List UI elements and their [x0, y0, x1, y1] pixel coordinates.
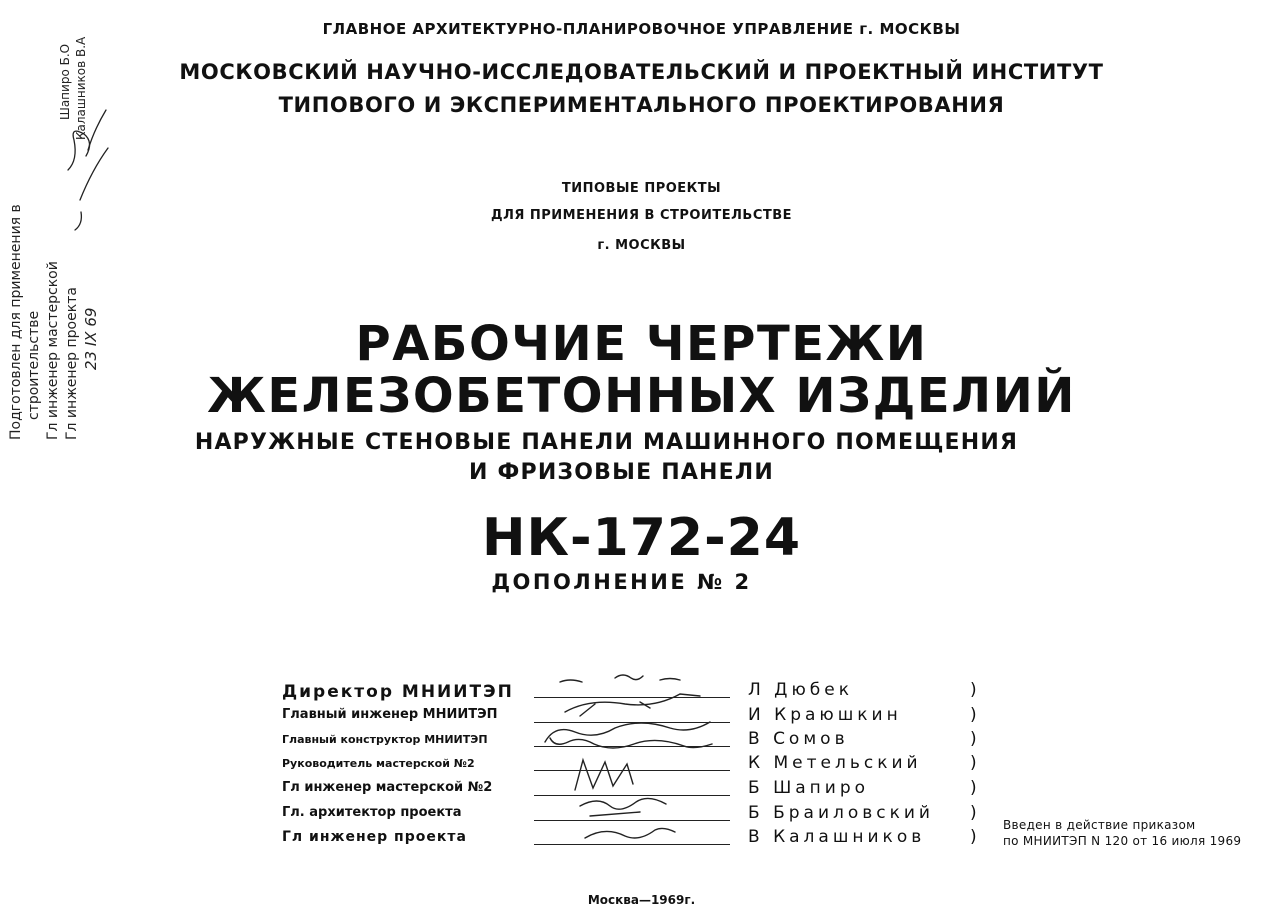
signature-name: И Краюшкин: [748, 705, 902, 725]
signature-name: Б Шапиро: [748, 778, 870, 798]
enactment-note-line-2: по МНИИТЭП N 120 от 16 июля 1969: [1003, 834, 1242, 848]
title-line-1: РАБОЧИЕ ЧЕРТЕЖИ: [355, 316, 928, 372]
signature-role: Гл инженер проекта: [282, 829, 467, 845]
signature-role: Директор МНИИТЭП: [282, 682, 514, 702]
series-line-1: ТИПОВЫЕ ПРОЕКТЫ: [561, 181, 722, 196]
handwritten-signatures: [520, 672, 750, 852]
signature-name: Б Браиловский: [748, 803, 934, 823]
closing-paren: ): [970, 803, 977, 823]
signature-role: Руководитель мастерской №2: [282, 757, 475, 770]
series-line-2: ДЛЯ ПРИМЕНЕНИЯ В СТРОИТЕЛЬСТВЕ: [490, 208, 793, 223]
enactment-note-line-1: Введен в действие приказом: [1003, 818, 1196, 832]
margin-note-col1: Подготовлен для применения в: [8, 204, 24, 440]
institute-line-2: ТИПОВОГО И ЭКСПЕРИМЕНТАЛЬНОГО ПРОЕКТИРОВАНИЯ: [278, 93, 1005, 117]
city-year-footer: Москва—1969г.: [587, 893, 696, 907]
closing-paren: ): [970, 705, 977, 725]
series-line-3: г. МОСКВЫ: [597, 238, 686, 253]
signature-role: Главный инженер МНИИТЭП: [282, 707, 498, 722]
closing-paren: ): [970, 778, 977, 798]
margin-note-col3: Гл инженер мастерской: [45, 261, 61, 440]
document-code: НК-172-24: [481, 508, 802, 568]
closing-paren: ): [970, 729, 977, 749]
subtitle-line-2: И ФРИЗОВЫЕ ПАНЕЛИ: [469, 460, 774, 485]
agency-header: ГЛАВНОЕ АРХИТЕКТУРНО-ПЛАНИРОВОЧНОЕ УПРАВЛЕНИЕ г. МОСКВЫ: [322, 20, 961, 38]
closing-paren: ): [970, 680, 977, 700]
closing-paren: ): [970, 827, 977, 847]
margin-note-col4: Гл инженер проекта: [64, 287, 80, 440]
addendum-label: ДОПОЛНЕНИЕ № 2: [491, 570, 752, 594]
subtitle-line-1: НАРУЖНЫЕ СТЕНОВЫЕ ПАНЕЛИ МАШИННОГО ПОМЕЩЕНИЯ: [194, 430, 1019, 455]
signature-role: Гл. архитектор проекта: [282, 805, 462, 820]
signature-name: В Калашников: [748, 827, 926, 847]
title-line-2: ЖЕЛЕЗОБЕТОННЫХ ИЗДЕЛИЙ: [207, 368, 1076, 424]
margin-signature-scribble: [60, 90, 120, 270]
signature-name: Л Дюбек: [748, 680, 853, 700]
signature-role: Главный конструктор МНИИТЭП: [282, 733, 488, 746]
signature-name: К Метельский: [748, 753, 922, 773]
margin-note-name1: Шапиро Б.О: [58, 43, 72, 120]
margin-note-date: 23 IX 69: [82, 307, 100, 370]
signature-name: В Сомов: [748, 729, 849, 749]
signature-role: Гл инженер мастерской №2: [282, 780, 493, 795]
institute-line-1: МОСКОВСКИЙ НАУЧНО-ИССЛЕДОВАТЕЛЬСКИЙ И ПРОЕКТНЫЙ ИНСТИТУТ: [179, 60, 1104, 84]
margin-note-name2: Калашников В.А: [74, 36, 88, 140]
margin-note-col2: строительстве: [26, 310, 42, 420]
closing-paren: ): [970, 753, 977, 773]
